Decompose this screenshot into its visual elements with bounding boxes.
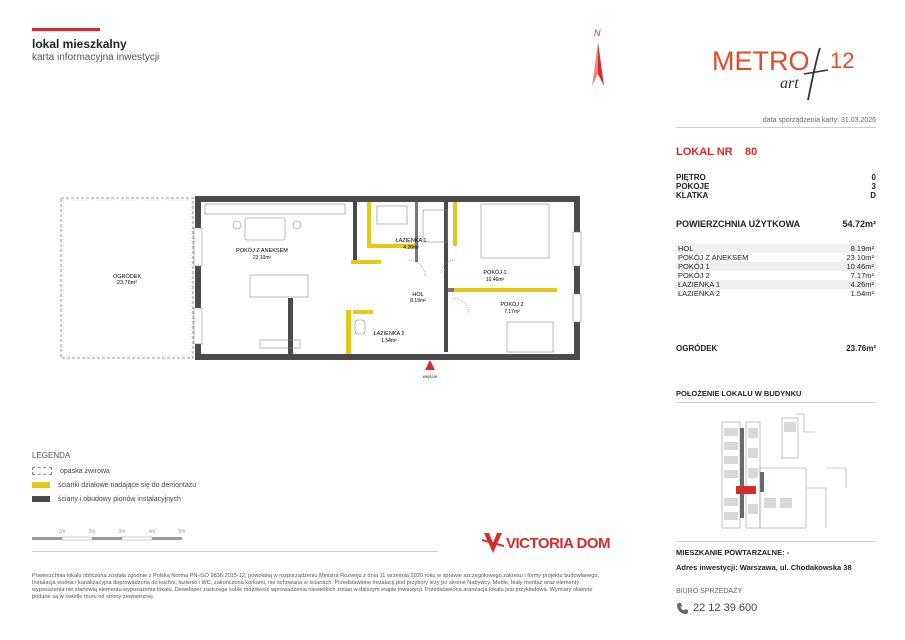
- wall-bottom: [195, 354, 580, 360]
- room-row: POKÓJ 2 7.17m²: [678, 271, 874, 280]
- room-area-table: [676, 244, 876, 298]
- building-location-map: [676, 408, 876, 538]
- info-label: KLATKA: [676, 191, 709, 200]
- info-value: 3: [871, 182, 876, 191]
- logo-metro-text: METRO: [712, 46, 810, 76]
- legend-item: ścianki działowe nadające się do demontażu: [32, 480, 196, 490]
- info-value: D: [870, 191, 876, 200]
- room-label-living: POKÓJ Z ANEKSEM: [236, 248, 288, 254]
- room-area-room2: 7.17m²: [504, 309, 520, 315]
- document-subtitle: karta informacyjna inwestycji: [32, 52, 160, 63]
- entrance-label: wejście: [422, 374, 438, 379]
- room-label-room1: POKÓJ 1: [483, 270, 507, 276]
- legend-item: opaska żwirowa: [32, 466, 110, 476]
- room-area-bath2: 1.54m²: [381, 338, 397, 344]
- legend-item: ściany i obudowy pionów instalacyjnych: [32, 494, 181, 504]
- room-row: ŁAZIENKA 1 4.26m²: [678, 280, 874, 289]
- room-area-hall: 8.19m²: [410, 298, 426, 304]
- legal-footnote: Powierzchnia lokalu obliczona została zgodnie z Polską Normą PN-ISO 9836:2015-12, powołaną w rozporządzeniu Ministra Rozwoju z dnia 11 września 2020 roku w sprawie szczegółowego zakresu i formy projektu budowlanego. Instalacja wodna i kanalizacyjna doprowadzona do kuchni, łazienki i WC, zakończona korkami, nie schowana w ścianach. Przedstawione instalacji pod przybory leży po stronie Nabywcy. Meble, biały montaż oraz elementy wyposażenia nie stanowią elementu wyposażenia lokalu. Deweloper zastrzega sobie możliwość wprowadzenia niewielkich zmian w dalszym etapie inwestycji. Przedstawiona aranżacja lokalu jest przykładowa. Wymiary okienne podane są w świetle muru od strony zewnętrznej.: [32, 573, 600, 600]
- info-row-rooms: [676, 182, 876, 191]
- svg-text:4m: 4m: [148, 529, 156, 535]
- brand-name: VICTORIA DOM: [506, 535, 611, 552]
- lokal-number: 80: [745, 146, 758, 158]
- wall-right: [574, 196, 580, 360]
- victoria-dom-logo-icon: [482, 531, 504, 555]
- logo-art-text: art: [780, 75, 799, 92]
- floor-plan: [55, 190, 595, 390]
- room-label-bath2: ŁAZIENKA 2: [373, 331, 405, 337]
- card-date: data sporządzenia karty: 31.03.2026: [762, 117, 876, 124]
- room-label-room2: POKÓJ 2: [500, 302, 524, 308]
- apartment-highlight: [736, 486, 756, 494]
- room-row: POKÓJ Z ANEKSEM 23.10m²: [678, 253, 874, 262]
- legend-title: LEGENDA: [32, 451, 71, 460]
- info-value: 0: [871, 173, 876, 182]
- divider: [676, 541, 876, 542]
- room-row: ŁAZIENKA 2 1.54m²: [678, 289, 874, 298]
- svg-text:2m: 2m: [88, 529, 96, 535]
- garden-label: OGRÓDEK: [676, 344, 718, 353]
- legend-swatch-walls: [32, 496, 50, 502]
- usable-area-label: POWIERZCHNIA UŻYTKOWA: [676, 219, 801, 229]
- room-area-bath1: 4.26m²: [403, 245, 419, 251]
- location-title: POŁOŻENIE LOKALU W BUDYNKU: [676, 389, 802, 398]
- garden-value: 23.76m²: [846, 344, 876, 353]
- room-area-garden: 23.76m²: [116, 280, 138, 286]
- divider: [676, 402, 876, 403]
- wall-top: [195, 196, 580, 202]
- garden-row: [676, 344, 876, 353]
- svg-text:5m: 5m: [178, 529, 186, 535]
- usable-area-row: [676, 219, 876, 229]
- room-area-living: 23.10m²: [252, 255, 272, 261]
- document-title: lokal mieszkalny: [32, 37, 127, 51]
- investment-address: Adres inwestycji: Warszawa, ul. Chodakowska 38: [676, 563, 852, 572]
- room-row: POKÓJ 1 10.46m²: [678, 262, 874, 271]
- metro-art-logo: [712, 40, 855, 110]
- entrance-arrow-icon: [425, 360, 435, 370]
- phone-icon: [676, 602, 689, 615]
- legend-swatch-gravel: [32, 467, 52, 475]
- info-row-floor: [676, 173, 876, 182]
- room-area-room1: 10.46m²: [485, 277, 505, 283]
- svg-text:3m: 3m: [118, 529, 126, 535]
- usable-area-value: 54.72m²: [842, 219, 876, 229]
- divider: [676, 127, 876, 128]
- room-row: HOL 8.19m²: [678, 244, 874, 253]
- info-label: PIĘTRO: [676, 173, 706, 182]
- room-label-garden: OGRÓDEK: [112, 274, 142, 280]
- room-label-hall: HOL: [412, 292, 424, 298]
- legend-swatch-demountable: [32, 482, 50, 488]
- info-label: POKOJE: [676, 182, 710, 191]
- compass-icon: [578, 22, 618, 87]
- sales-office-label: BIURO SPRZEDAŻY: [676, 588, 743, 595]
- header-accent-bar: [32, 28, 100, 31]
- lokal-label: LOKAL NR: [676, 146, 733, 158]
- divider: [32, 551, 438, 552]
- repeat-label: MIESZKANIE POWTARZALNE: -: [676, 548, 790, 557]
- sales-phone[interactable]: 22 12 39 600: [693, 602, 758, 614]
- compass-label: N: [594, 28, 601, 38]
- room-label-bath1: ŁAZIENKA 1: [395, 238, 427, 244]
- svg-text:1m: 1m: [58, 529, 66, 535]
- logo-number: 12: [830, 48, 855, 73]
- info-row-staircase: [676, 191, 876, 200]
